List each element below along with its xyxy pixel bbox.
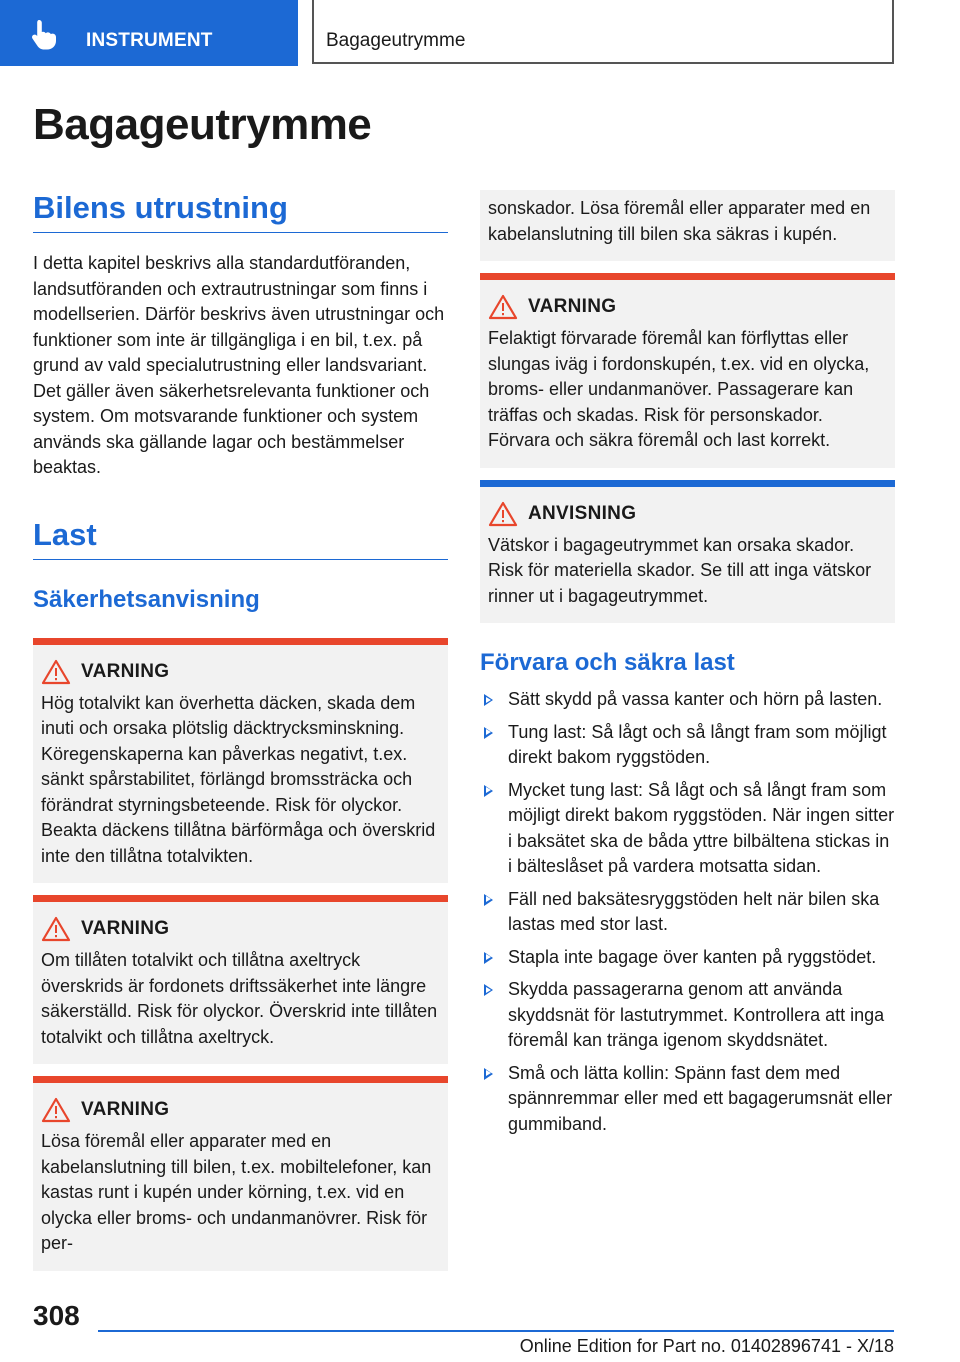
section-tab[interactable] xyxy=(0,0,298,66)
instruction-list xyxy=(480,687,895,1137)
notice-title: ANVISNING xyxy=(528,502,637,524)
heading-store-load: Förvara och säkra last xyxy=(480,649,735,676)
right-column xyxy=(480,190,895,1144)
bullet-triangle-icon xyxy=(484,894,493,906)
page-number: 308 xyxy=(33,1300,80,1331)
warning-title: VARNING xyxy=(81,1099,170,1120)
heading-safety: Säkerhetsanvisning xyxy=(33,585,260,613)
warning-triangle-icon xyxy=(41,916,71,942)
list-item: Sätt skydd på vassa kanter och hörn på lasten. xyxy=(480,687,895,713)
heading-load: Last xyxy=(33,517,448,560)
breadcrumb xyxy=(312,0,894,64)
bullet-triangle-icon xyxy=(484,727,493,739)
footer-edition: Online Edition for Part no. 01402896741 - X/18 xyxy=(519,1336,894,1356)
notice-box xyxy=(480,480,895,624)
heading-equipment: Bilens utrustning xyxy=(33,190,448,233)
warning-text: Om tillåten totalvikt och tillåtna axeltryck överskrids är fordonets driftssäkerhet inte längre säkerställd. Risk för olyckor. Överskrid inte tillåten totalvikt och tillåtna axeltryck. xyxy=(41,950,438,1047)
warning-triangle-icon xyxy=(41,1097,71,1123)
warning-title: VARNING xyxy=(81,660,170,682)
warning-title: VARNING xyxy=(528,296,617,317)
list-item: Små och lätta kollin: Spänn fast dem med spännremmar eller med ett bagagerumsnät eller gummiband. xyxy=(480,1061,895,1138)
warning-text: Hög totalvikt kan överhetta däcken, skada dem inuti och orsaka plötslig däcktrycksminskning. Köregenskaperna kan påverkas negativt, t.ex. sänkt spårstabilitet, förlängd bromssträcka och förändrat styrningsbeteende. Risk för olyckor. Beakta däckens tillåtna bärförmåga och överskrid inte den tillåtna totalvikten. xyxy=(41,692,436,866)
bullet-triangle-icon xyxy=(484,785,493,797)
warning-triangle-icon xyxy=(488,294,518,320)
warning-box xyxy=(33,1076,448,1271)
left-column xyxy=(33,190,448,1271)
notice-text: Vätskor i bagageutrymmet kan orsaka skador. Risk för materiella skador. Se till att inga vätskor rinner ut i bagageutrymmet. xyxy=(488,534,872,606)
warning-triangle-icon xyxy=(41,659,71,685)
list-item: Fäll ned baksätesryggstöden helt när bilen ska lastas med stor last. xyxy=(480,887,895,938)
list-item: Tung last: Så lågt och så långt fram som möjligt direkt bakom ryggstöden. xyxy=(480,720,895,771)
bullet-triangle-icon xyxy=(484,984,493,996)
breadcrumb-label: Bagageutrymme xyxy=(326,30,466,51)
warning-text: Lösa föremål eller apparater med en kabelanslutning till bilen, t.ex. mobiltelefoner, kan kastas runt i kupén under körning, t.ex. vid en olycka eller broms- och undanmanövrer. Risk för per- xyxy=(41,1131,432,1253)
warning-text: Felaktigt förvarade föremål kan förflyttas eller slungas iväg i fordonskupén, t.ex. vid en olycka, broms- eller undanmanöver. Passagerare kan träffas och skadas. Risk för personskador. Förvara och säkra föremål och last korrekt. xyxy=(488,328,870,450)
warning-title: VARNING xyxy=(81,918,170,939)
warning-box xyxy=(480,273,895,468)
warning-box-continued xyxy=(480,190,895,261)
list-item: Skydda passagerarna genom att använda skyddsnät för lastutrymmet. Kontrollera att inga föremål kan tränga igenom skyddsnätet. xyxy=(480,977,895,1054)
equipment-text: I detta kapitel beskrivs alla standardutföranden, landsutföranden och extrautrustningar som finns i modellserien. Därför beskrivs även utrustningar och funktioner som inte är tillgängliga i en bil, t.ex. på grund av vald specialutrustning eller landsvariant. Det gäller även säkerhetsrelevanta funktioner och system. Om motsvarande funktioner och system används ska gällande lagar och bestämmelser beaktas. xyxy=(33,253,445,477)
warning-text: sonskador. Lösa föremål eller apparater med en kabelanslutning till bilen ska säkras i kupén. xyxy=(488,198,871,244)
bullet-triangle-icon xyxy=(484,1068,493,1080)
notice-triangle-icon xyxy=(488,501,518,527)
hand-pointer-icon xyxy=(30,18,60,50)
bullet-triangle-icon xyxy=(484,694,493,706)
list-item: Mycket tung last: Så lågt och så långt fram som möjligt direkt bakom ryggstöden. När ingen sitter i baksätet ska de båda yttre bilbältena stickas in i bälteslåset på vardera motsatta sidan. xyxy=(480,778,895,880)
bullet-triangle-icon xyxy=(484,952,493,964)
warning-box xyxy=(33,638,448,884)
page-title: Bagageutrymme xyxy=(33,100,372,149)
footer-divider xyxy=(98,1330,894,1332)
warning-box xyxy=(33,895,448,1064)
list-item: Stapla inte bagage över kanten på ryggstödet. xyxy=(480,945,895,971)
section-tab-label: INSTRUMENT xyxy=(86,30,213,51)
